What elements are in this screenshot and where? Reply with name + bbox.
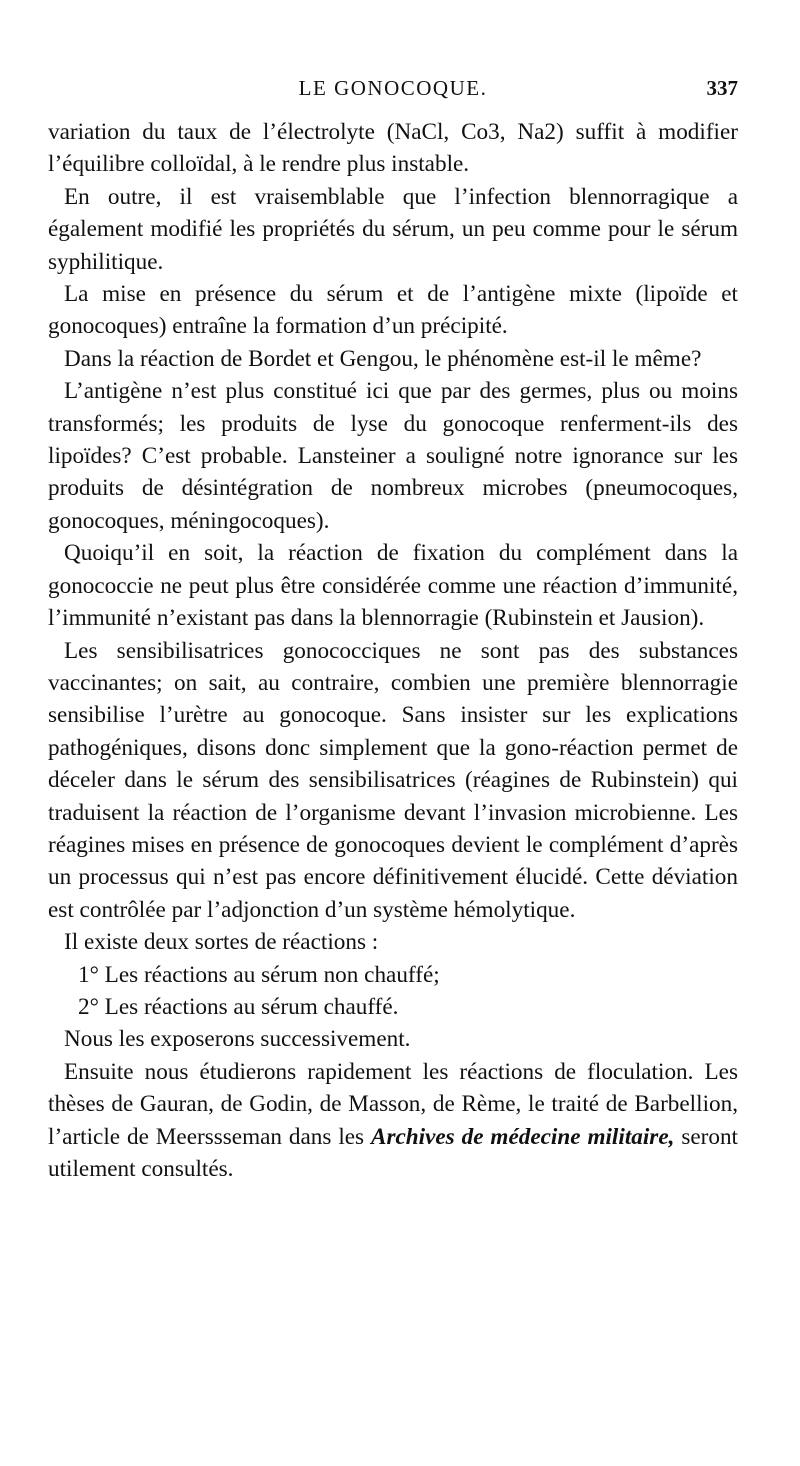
list-item: 1° Les réactions au sérum non chauffé; bbox=[78, 961, 440, 988]
paragraph: Il existe deux sortes de réactions : bbox=[64, 929, 379, 956]
body-text bbox=[48, 116, 738, 1185]
list-item: 2° Les réactions au sérum chauffé. bbox=[78, 993, 399, 1020]
paragraph: Nous les exposerons successivement. bbox=[64, 1026, 411, 1053]
paragraph: Quoiqu’il en soit, la réaction de fixation du complément dans la gonococcie ne peut plus être considérée comme une réaction d’immunité, l’immunité n’existant pas dans la blennorragie (Rubinstein et Jausion). bbox=[48, 540, 738, 632]
paragraph: La mise en présence du sérum et de l’antigène mixte (lipoïde et gonocoques) entraîne la formation d’un précipité. bbox=[48, 281, 738, 340]
page-number: 337 bbox=[706, 76, 738, 100]
journal-title: Archives de médecine militaire, bbox=[370, 1123, 675, 1150]
running-title: LE GONOCOQUE. bbox=[298, 76, 488, 100]
paragraph: En outre, il est vraisemblable que l’infection blennorragique a également modifié les propriétés du sérum, un peu comme pour le sérum syphilitique. bbox=[48, 183, 738, 275]
paragraph: Les sensibilisatrices gonococciques ne sont pas des substances vaccinantes; on sait, au contraire, combien une première blennorragie sensibilise l’urètre au gonocoque. Sans insister sur les explications pathogéniques, disons donc simplement que la gono-réaction permet de déceler dans le sérum des sensibilisatrices (réagines de Rubinstein) qui traduisent la réaction de l’organisme devant l’invasion microbienne. Les réagines mises en présence de gonocoques devient le complément d’après un processus qui n’est pas encore définitivement élucidé. Cette déviation est contrôlée par l’adjonction d’un système hémolytique. bbox=[48, 637, 738, 923]
final-paragraph bbox=[48, 1056, 738, 1186]
running-head bbox=[48, 76, 738, 102]
final-paragraph-tail: seront utilement consultés. bbox=[48, 1123, 738, 1182]
final-paragraph-text: Ensuite nous étudierons rapidement les réactions de floculation. Les thèses de Gauran, de Godin, de Masson, de Rème, le traité de Barbellion, l’article de Meerssseman dans les bbox=[48, 1058, 738, 1150]
paragraph: Dans la réaction de Bordet et Gengou, le phénomène est-il le même? bbox=[64, 345, 702, 372]
paragraph-continuation: variation du taux de l’électrolyte (NaCl, Co3, Na2) suffit à modifier l’équilibre colloïdal, à le rendre plus instable. bbox=[48, 119, 738, 178]
paragraph: L’antigène n’est plus constitué ici que par des germes, plus ou moins transformés; les produits de lyse du gonocoque renferment-ils des lipoïdes? C’est probable. Lansteiner a souligné notre ignorance sur les produits de désintégration de nombreux microbes (pneumocoques, gonocoques, méningocoques). bbox=[48, 378, 738, 534]
